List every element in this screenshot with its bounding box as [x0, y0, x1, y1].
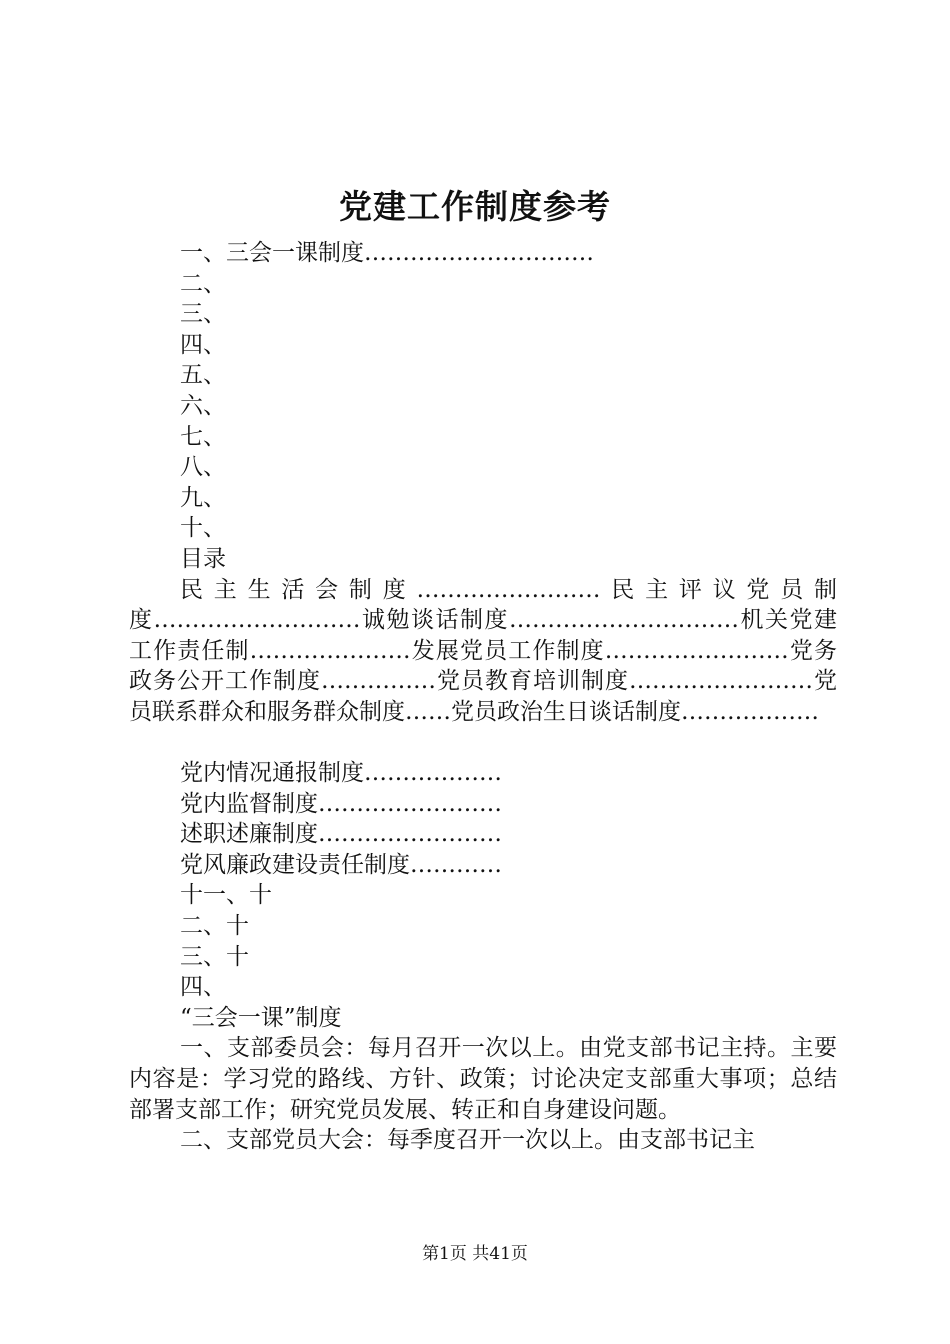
- page-footer: 第1页 共41页: [422, 1244, 528, 1264]
- toc-line: 三、十: [180, 943, 249, 970]
- toc-line: 八、: [180, 454, 226, 481]
- page-title: 党建工作制度参考: [339, 187, 611, 226]
- toc-line: 六、: [180, 392, 226, 419]
- toc-line: 二、十: [180, 913, 249, 940]
- toc-line: 五、: [180, 362, 226, 389]
- toc-line: 二、: [180, 270, 226, 297]
- toc-line: 九、: [180, 484, 226, 511]
- toc-heading: 目录: [180, 545, 226, 572]
- toc-line: 十、: [180, 515, 226, 542]
- toc-line: 一、三会一课制度…………………………: [180, 240, 594, 266]
- body-paragraph: 一、支部委员会：每月召开一次以上。由党支部书记主持。主要内容是：学习党的路线、方针、政策；讨论决定支部重大事项；总结部署支部工作；研究党员发展、转正和自身建设问题。: [129, 1035, 837, 1123]
- toc-line: 七、: [180, 423, 226, 450]
- document-body: [129, 238, 837, 1156]
- section-heading: “三会一课”制度: [180, 1004, 342, 1031]
- toc-line: 三、: [180, 301, 226, 328]
- toc-line: 党内监督制度……………………: [180, 790, 502, 817]
- toc-line: 四、: [180, 974, 226, 1001]
- toc-paragraph: 民主生活会制度……………………民主评议党员制度………………………诚勉谈话制度…………………………机关党建工作责任制…………………发展党员工作制度……………………党务政务公开工作制度……………党员教育培训制度……………………党员联系群众和服务群众制度……党员政治生日谈话制度………………: [129, 576, 837, 725]
- body-paragraph: 二、支部党员大会：每季度召开一次以上。由支部书记主: [180, 1127, 755, 1154]
- toc-line: 党内情况通报制度………………: [180, 760, 502, 787]
- toc-line: 述职述廉制度……………………: [180, 821, 502, 848]
- toc-line: 十一、十: [180, 882, 272, 909]
- toc-line: 四、: [180, 331, 226, 358]
- blank-line: [129, 728, 837, 759]
- toc-line: 党风廉政建设责任制度…………: [180, 851, 502, 878]
